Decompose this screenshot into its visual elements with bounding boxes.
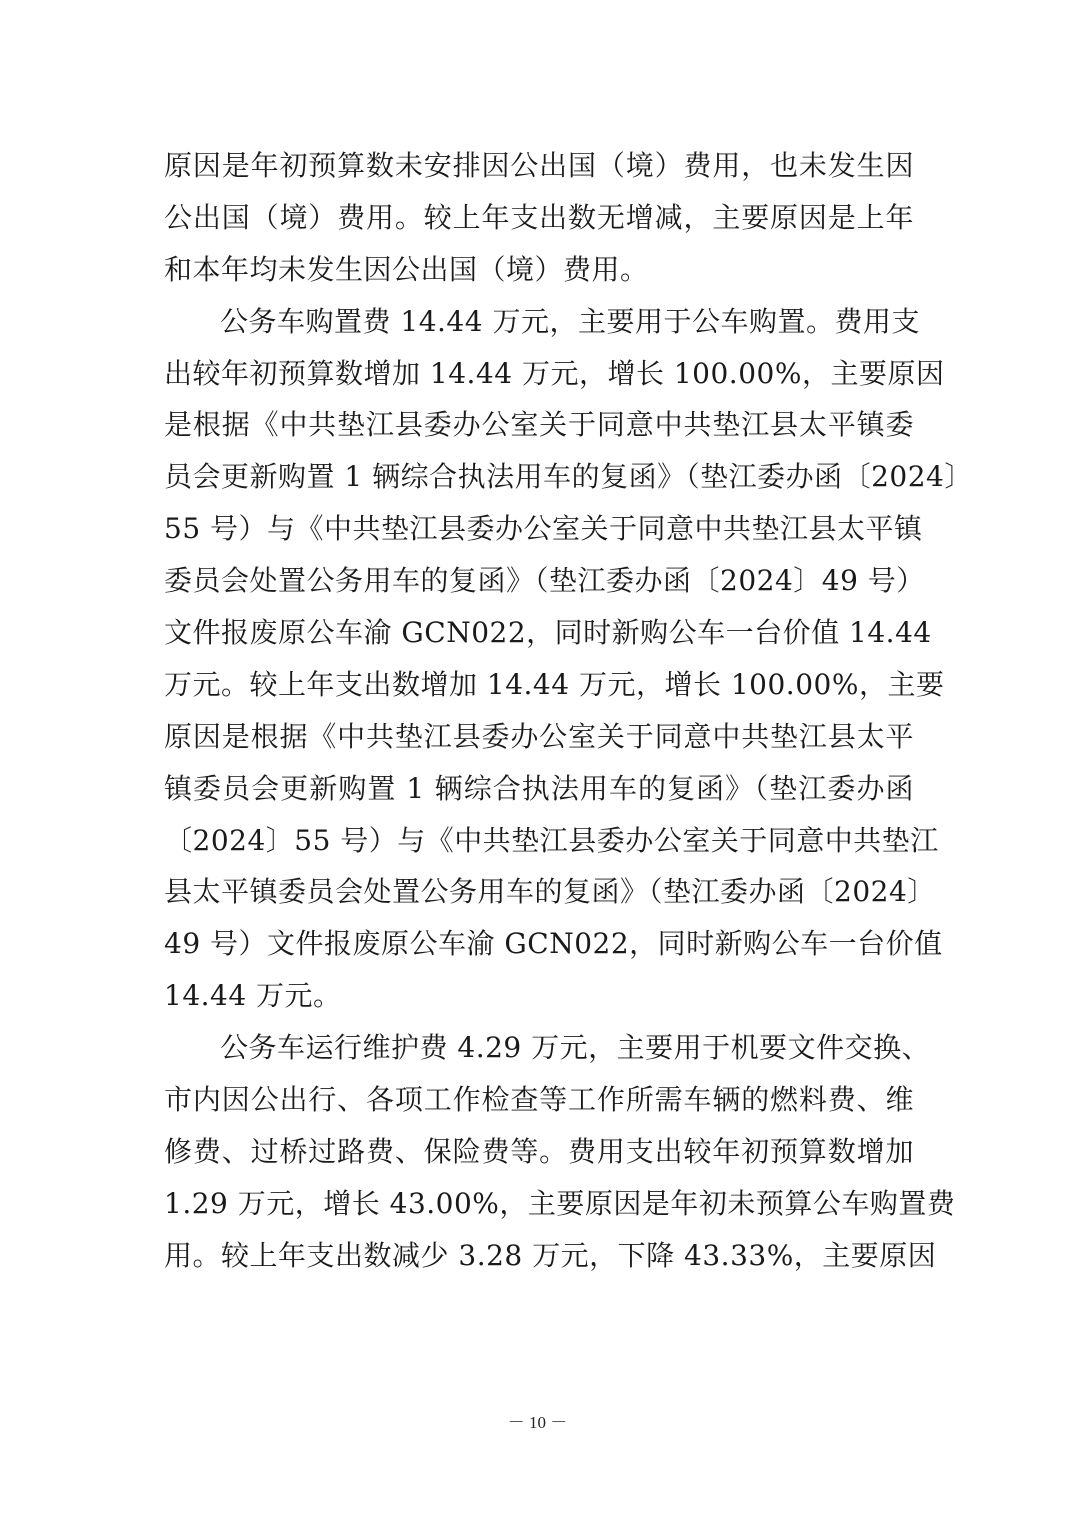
text-line: 委员会处置公务用车的复函》（垫江委办函〔2024〕49 号） (164, 564, 925, 598)
text-line: 公务车购置费 14.44 万元，主要用于公车购置。费用支 (220, 304, 920, 338)
text-line: 49 号）文件报废原公车渝 GCN022，同时新购公车一台价值 (164, 927, 943, 961)
text-line: 是根据《中共垫江县委办公室关于同意中共垫江县太平镇委 (164, 408, 914, 442)
text-line: 公务车运行维护费 4.29 万元，主要用于机要文件交换、 (220, 1031, 931, 1065)
text-line: 县太平镇委员会处置公务用车的复函》（垫江委办函〔2024〕 (164, 875, 936, 909)
body-text (164, 140, 973, 1282)
text-line: 公出国（境）费用。较上年支出数无增减，主要原因是上年 (164, 200, 914, 234)
text-line: 万元。较上年支出数增加 14.44 万元，增长 100.00%，主要 (164, 667, 945, 701)
paragraph-vehicle-purchase (164, 296, 973, 1022)
text-line: 1.29 万元，增长 43.00%，主要原因是年初未预算公车购置费 (164, 1186, 956, 1220)
paragraph-outbound-travel (164, 140, 914, 296)
page-number: － 10 － (507, 1413, 568, 1432)
text-line: 和本年均未发生因公出国（境）费用。 (164, 252, 649, 286)
text-line: 市内因公出行、各项工作检查等工作所需车辆的燃料费、维 (164, 1083, 914, 1117)
text-line: 文件报废原公车渝 GCN022，同时新购公车一台价值 14.44 (164, 616, 932, 650)
text-line: 修费、过桥过路费、保险费等。费用支出较年初预算数增加 (164, 1134, 914, 1168)
text-line: 用。较上年支出数减少 3.28 万元，下降 43.33%，主要原因 (164, 1238, 937, 1272)
text-line: 14.44 万元。 (164, 979, 342, 1013)
text-line: 55 号）与《中共垫江县委办公室关于同意中共垫江县太平镇 (164, 512, 923, 546)
paragraph-vehicle-maintenance (164, 1022, 956, 1281)
text-line: 原因是根据《中共垫江县委办公室关于同意中共垫江县太平 (164, 719, 914, 753)
text-line: 员会更新购置 1 辆综合执法用车的复函》（垫江委办函〔2024〕 (164, 460, 973, 494)
text-line: 出较年初预算数增加 14.44 万元，增长 100.00%，主要原因 (164, 356, 945, 390)
text-line: 原因是年初预算数未安排因公出国（境）费用，也未发生因 (164, 149, 914, 182)
text-line: 〔2024〕55 号）与《中共垫江县委办公室关于同意中共垫江 (164, 823, 939, 857)
text-line: 镇委员会更新购置 1 辆综合执法用车的复函》（垫江委办函 (164, 771, 914, 805)
